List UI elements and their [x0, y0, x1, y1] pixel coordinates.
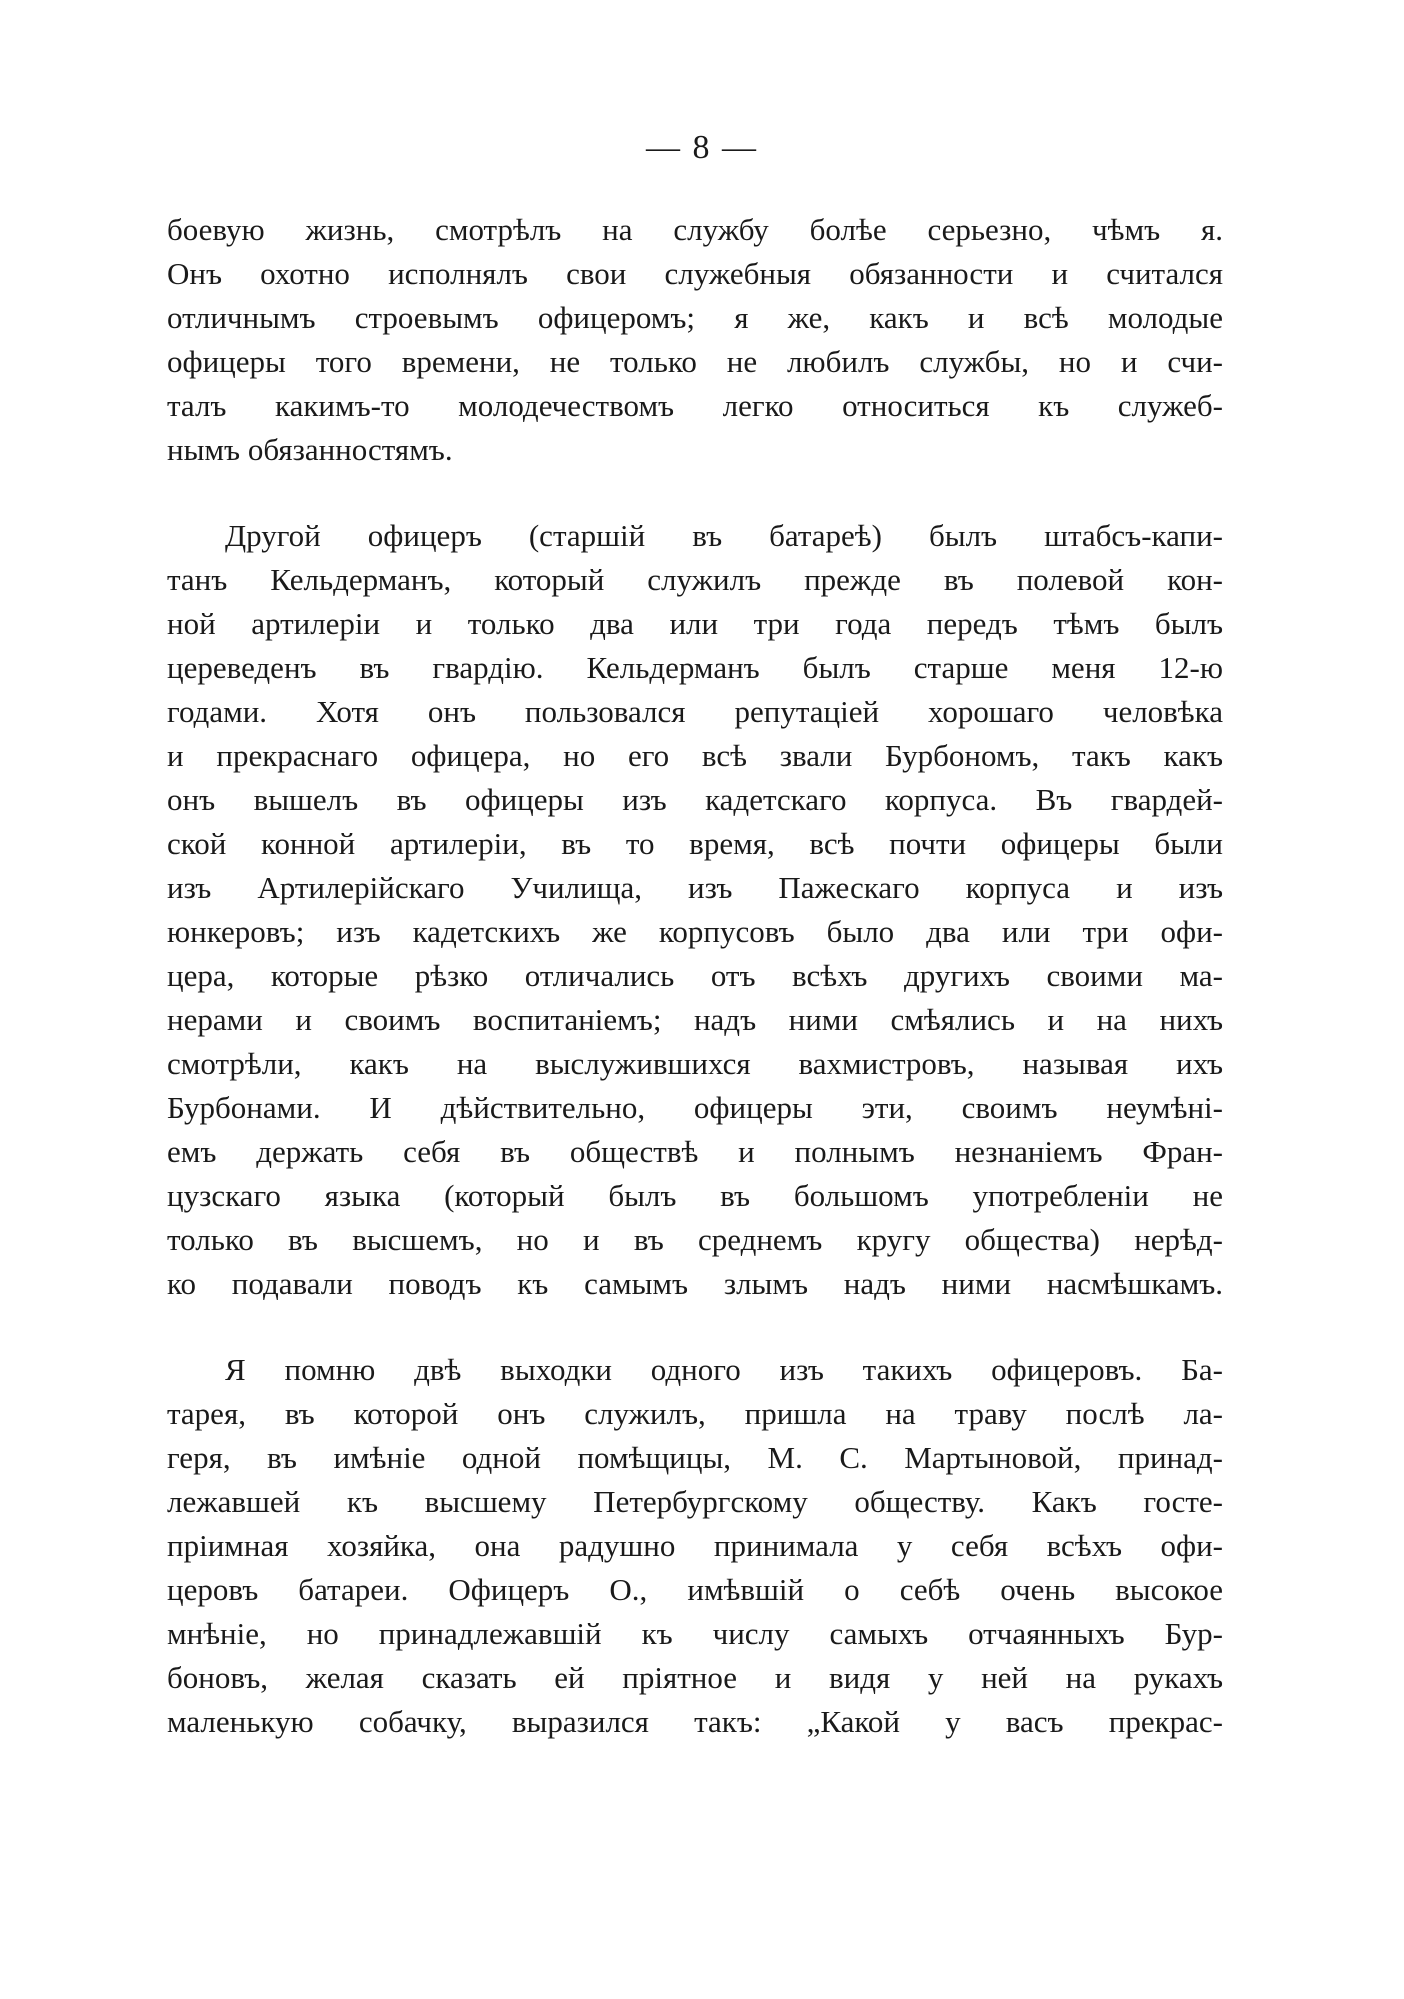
text-line: только въ высшемъ, но и въ среднемъ кругу общества) нерѣд-: [167, 1222, 1223, 1257]
text-line: лежавшей къ высшему Петербургскому обществу. Какъ госте-: [167, 1484, 1223, 1519]
text-line: нымъ обязанностямъ.: [167, 432, 453, 467]
text-line: смотрѣли, какъ на выслужившихся вахмистровъ, называя ихъ: [167, 1046, 1223, 1081]
text-line: талъ какимъ-то молодечествомъ легко относиться къ служеб-: [167, 388, 1223, 423]
text-line: боевую жизнь, смотрѣлъ на службу болѣе серьезно, чѣмъ я.: [167, 212, 1223, 247]
text-line: мнѣніе, но принадлежавшій къ числу самыхъ отчаянныхъ Бур-: [167, 1616, 1223, 1651]
text-line: и прекраснаго офицера, но его всѣ звали Бурбономъ, такъ какъ: [167, 738, 1223, 773]
text-line: Я помню двѣ выходки одного изъ такихъ офицеровъ. Ба-: [225, 1352, 1223, 1387]
text-line: юнкеровъ; изъ кадетскихъ же корпусовъ было два или три офи-: [167, 914, 1223, 949]
text-line: годами. Хотя онъ пользовался репутаціей хорошаго человѣка: [167, 694, 1223, 729]
text-line: цера, которые рѣзко отличались отъ всѣхъ другихъ своими ма-: [167, 958, 1223, 993]
text-line: Другой офицеръ (старшій въ батареѣ) былъ штабсъ-капи-: [225, 518, 1223, 553]
text-line: отличнымъ строевымъ офицеромъ; я же, какъ и всѣ молодые: [167, 300, 1223, 335]
text-line: танъ Кельдерманъ, который служилъ прежде въ полевой кон-: [167, 562, 1223, 597]
text-line: тарея, въ которой онъ служилъ, пришла на траву послѣ ла-: [167, 1396, 1223, 1431]
text-line: онъ вышелъ въ офицеры изъ кадетскаго корпуса. Въ гвардей-: [167, 782, 1223, 817]
page-number: — 8 —: [646, 129, 758, 166]
text-line: цереведенъ въ гвардію. Кельдерманъ былъ старше меня 12-ю: [167, 650, 1223, 685]
text-line: емъ держать себя въ обществѣ и полнымъ незнаніемъ Фран-: [167, 1134, 1223, 1169]
text-line: ко подавали поводъ къ самымъ злымъ надъ ними насмѣшкамъ.: [167, 1266, 1223, 1301]
text-line: офицеры того времени, не только не любилъ службы, но и счи-: [167, 344, 1223, 379]
text-line: геря, въ имѣніе одной помѣщицы, М. С. Мартыновой, принад-: [167, 1440, 1223, 1475]
text-line: маленькую собачку, выразился такъ: „Какой у васъ прекрас-: [167, 1704, 1223, 1739]
text-line: церовъ батареи. Офицеръ О., имѣвшій о себѣ очень высокое: [167, 1572, 1223, 1607]
text-line: Онъ охотно исполнялъ свои служебныя обязанности и считался: [167, 256, 1223, 291]
text-line: нерами и своимъ воспитаніемъ; надъ ними смѣялись и на нихъ: [167, 1002, 1223, 1037]
text-line: цузскаго языка (который былъ въ большомъ употребленіи не: [167, 1178, 1223, 1213]
text-line: Бурбонами. И дѣйствительно, офицеры эти, своимъ неумѣні-: [167, 1090, 1223, 1125]
text-line: боновъ, желая сказать ей пріятное и видя у ней на рукахъ: [167, 1660, 1223, 1695]
text-line: изъ Артилерійскаго Училища, изъ Пажескаго корпуса и изъ: [167, 870, 1223, 905]
text-line: ной артилеріи и только два или три года передъ тѣмъ былъ: [167, 606, 1223, 641]
text-line: ской конной артилеріи, въ то время, всѣ почти офицеры были: [167, 826, 1223, 861]
text-line: пріимная хозяйка, она радушно принимала у себя всѣхъ офи-: [167, 1528, 1223, 1563]
